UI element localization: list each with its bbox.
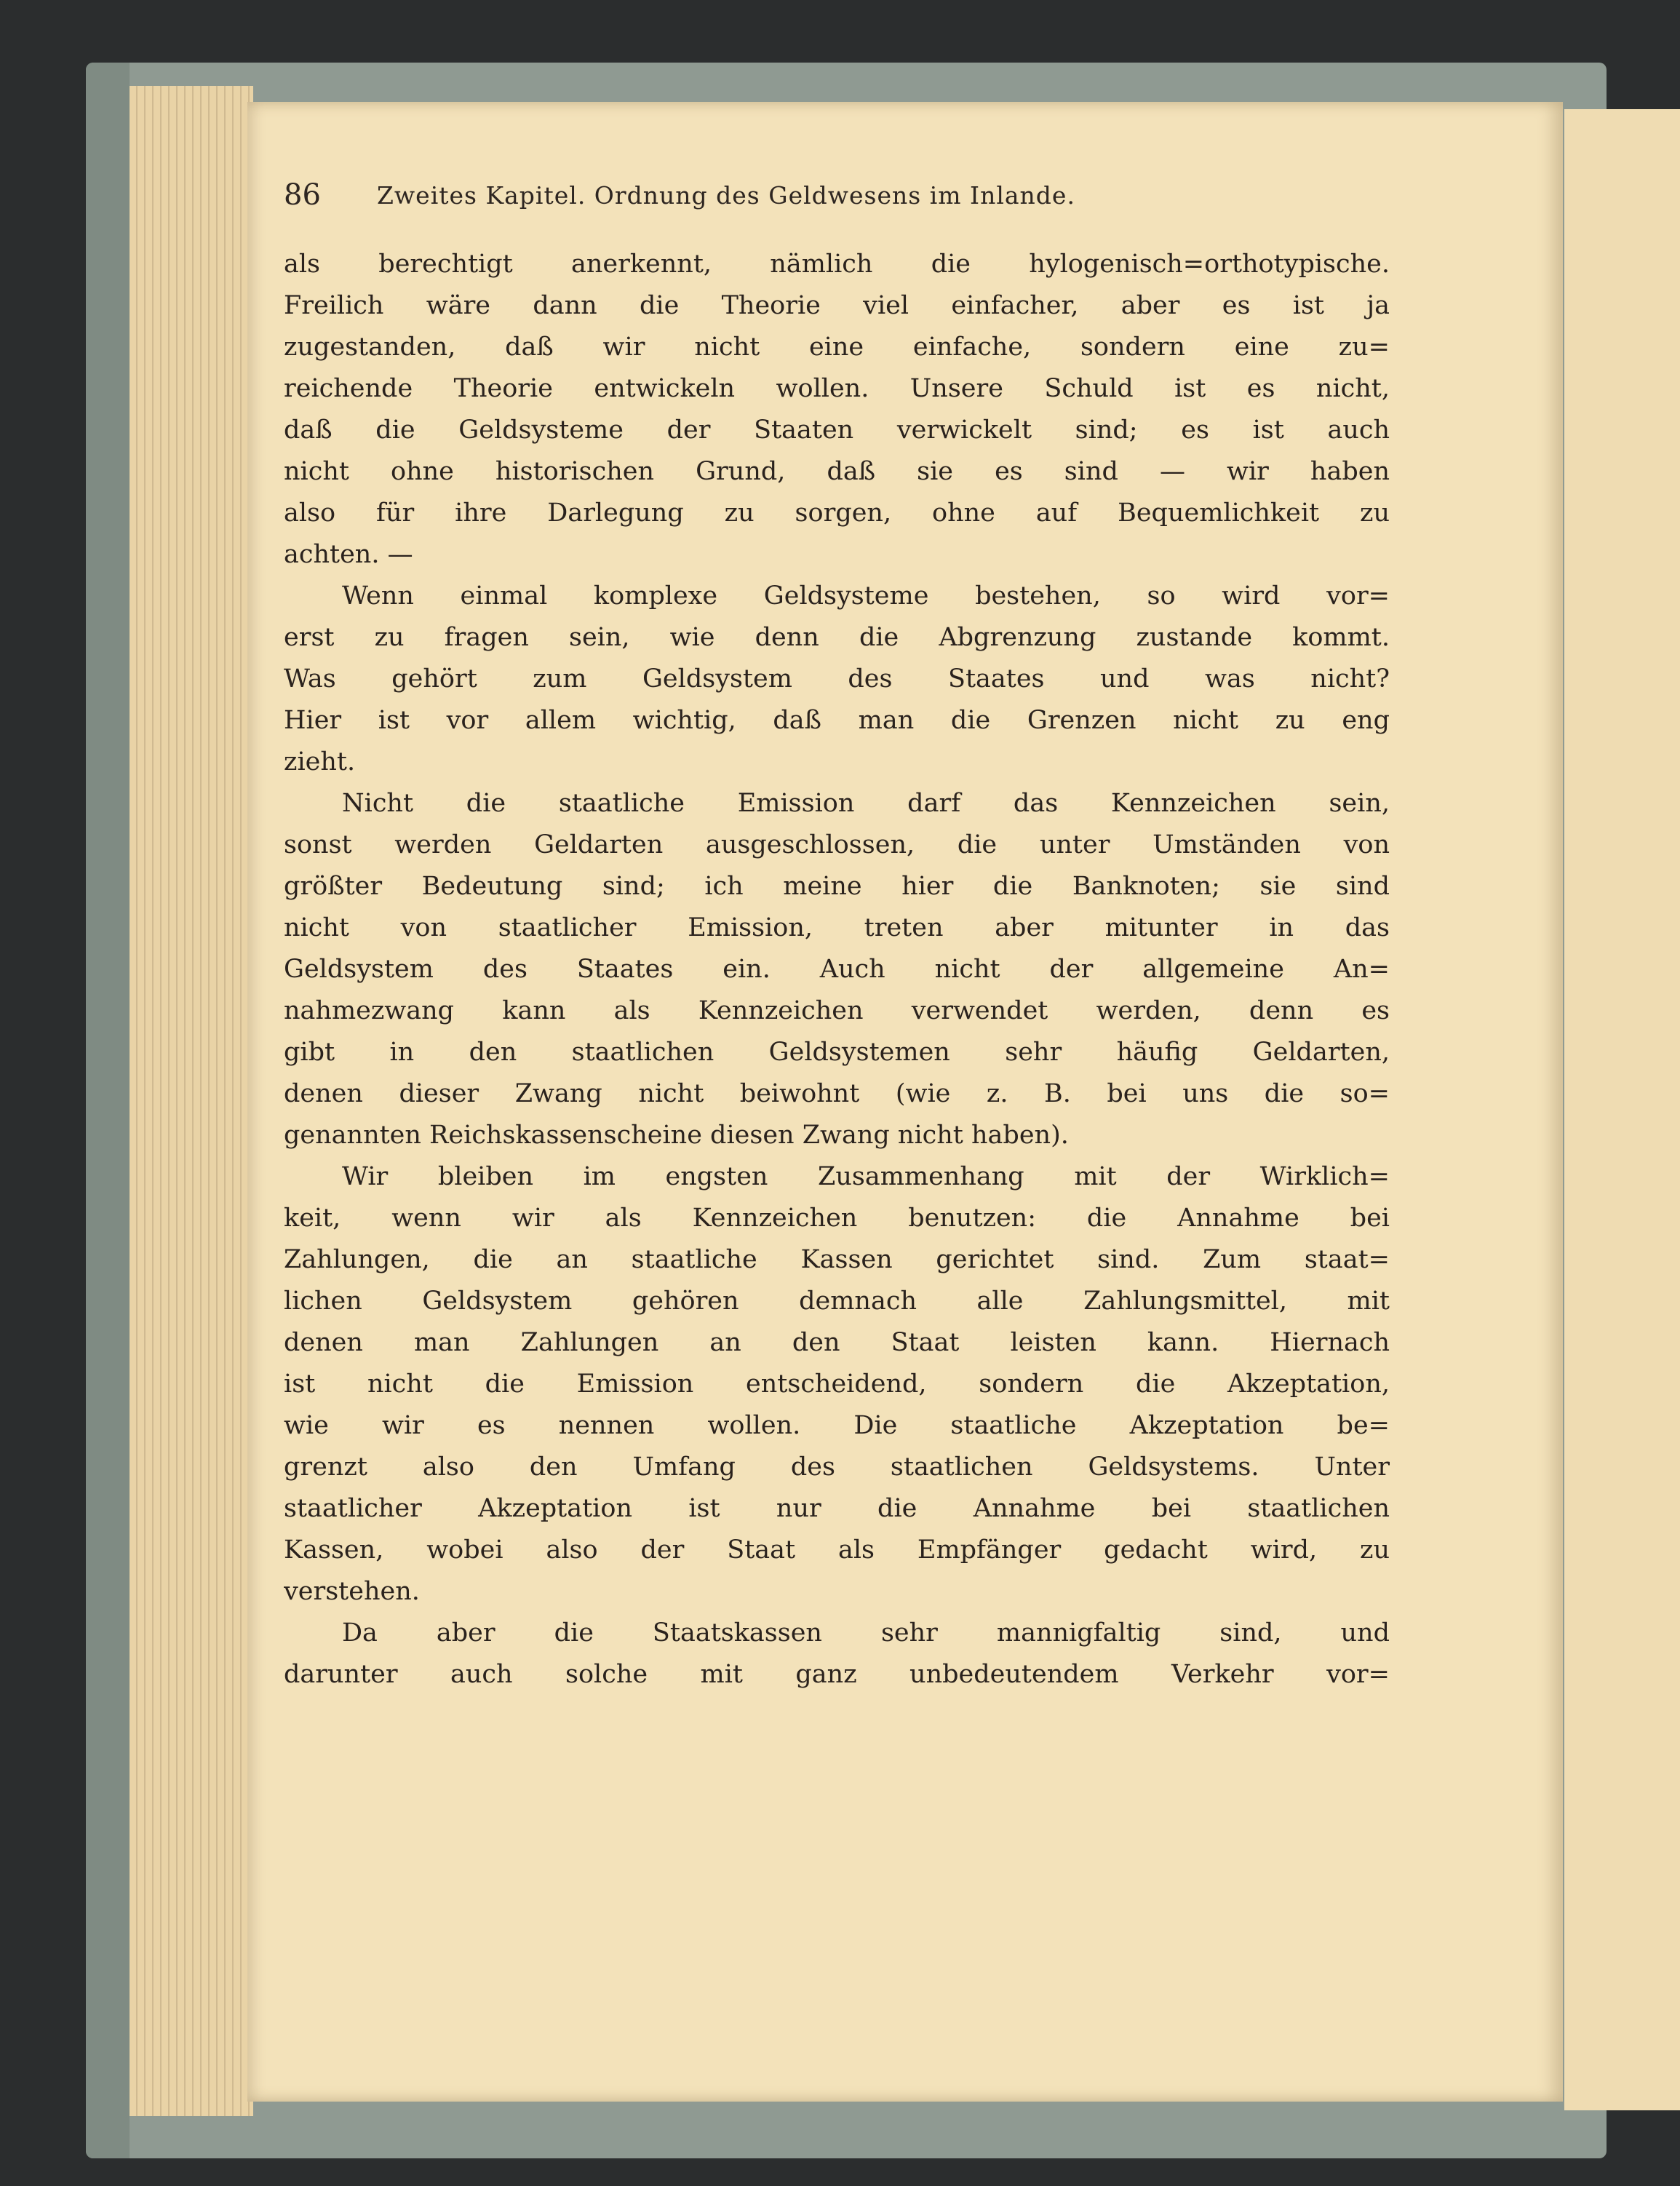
text-line: Hier ist vor allem wichtig, daß man die Grenzen nicht zu eng [284, 706, 1390, 735]
cover-spine-edge [86, 63, 130, 2158]
text-line: erst zu fragen sein, wie denn die Abgrenzung zustande kommt. [284, 623, 1390, 652]
text-line: reichende Theorie entwickeln wollen. Unsere Schuld ist es nicht, [284, 374, 1390, 403]
page-edges [130, 86, 253, 2116]
text-line: sonst werden Geldarten ausgeschlossen, die unter Umständen von [284, 830, 1390, 859]
text-line: daß die Geldsysteme der Staaten verwickelt sind; es ist auch [284, 416, 1390, 445]
text-line: größter Bedeutung sind; ich meine hier die Banknoten; sie sind [284, 872, 1390, 901]
text-line: Nicht die staatliche Emission darf das Kennzeichen sein, [342, 789, 1390, 818]
text-line: Geldsystem des Staates ein. Auch nicht der allgemeine An= [284, 955, 1390, 984]
text-line: Zahlungen, die an staatliche Kassen gerichtet sind. Zum staat= [284, 1245, 1390, 1274]
text-line: verstehen. [284, 1577, 420, 1606]
facing-page-edge [1564, 109, 1680, 2110]
text-line: nicht von staatlicher Emission, treten aber mitunter in das [284, 913, 1390, 942]
text-line: keit, wenn wir als Kennzeichen benutzen: die Annahme bei [284, 1204, 1390, 1233]
text-line: denen man Zahlungen an den Staat leisten kann. Hiernach [284, 1328, 1390, 1357]
text-line: als berechtigt anerkennt, nämlich die hylogenisch=orthotypische. [284, 250, 1390, 279]
running-head: Zweites Kapitel. Ordnung des Geldwesens im Inlande. [377, 181, 1075, 210]
text-line: zugestanden, daß wir nicht eine einfache, sondern eine zu= [284, 333, 1390, 362]
text-line: lichen Geldsystem gehören demnach alle Zahlungsmittel, mit [284, 1287, 1390, 1316]
page-header [284, 178, 1157, 222]
text-line: nahmezwang kann als Kennzeichen verwendet werden, denn es [284, 996, 1390, 1025]
body-text [284, 244, 1390, 1696]
text-line: grenzt also den Umfang des staatlichen Geldsystems. Unter [284, 1452, 1390, 1482]
text-line: Freilich wäre dann die Theorie viel einfacher, aber es ist ja [284, 291, 1390, 320]
text-line: also für ihre Darlegung zu sorgen, ohne auf Bequemlichkeit zu [284, 498, 1390, 528]
text-line: ist nicht die Emission entscheidend, sondern die Akzeptation, [284, 1370, 1390, 1399]
text-line: denen dieser Zwang nicht beiwohnt (wie z. B. bei uns die so= [284, 1079, 1390, 1108]
text-line: Was gehört zum Geldsystem des Staates und was nicht? [284, 664, 1390, 693]
text-line: Wenn einmal komplexe Geldsysteme bestehen, so wird vor= [342, 581, 1390, 611]
text-line: gibt in den staatlichen Geldsystemen sehr häufig Geldarten, [284, 1038, 1390, 1067]
text-line: zieht. [284, 747, 356, 776]
text-line: Wir bleiben im engsten Zusammenhang mit der Wirklich= [342, 1162, 1390, 1191]
text-line: nicht ohne historischen Grund, daß sie es sind — wir haben [284, 457, 1390, 486]
text-line: achten. — [284, 540, 413, 569]
text-line: Da aber die Staatskassen sehr mannigfaltig sind, und [342, 1618, 1390, 1648]
text-line: wie wir es nennen wollen. Die staatliche Akzeptation be= [284, 1411, 1390, 1440]
text-line: darunter auch solche mit ganz unbedeutendem Verkehr vor= [284, 1660, 1390, 1689]
page-number: 86 [284, 178, 321, 212]
text-line: staatlicher Akzeptation ist nur die Annahme bei staatlichen [284, 1494, 1390, 1523]
text-line: Kassen, wobei also der Staat als Empfänger gedacht wird, zu [284, 1535, 1390, 1565]
text-line: genannten Reichskassenscheine diesen Zwang nicht haben). [284, 1121, 1069, 1150]
